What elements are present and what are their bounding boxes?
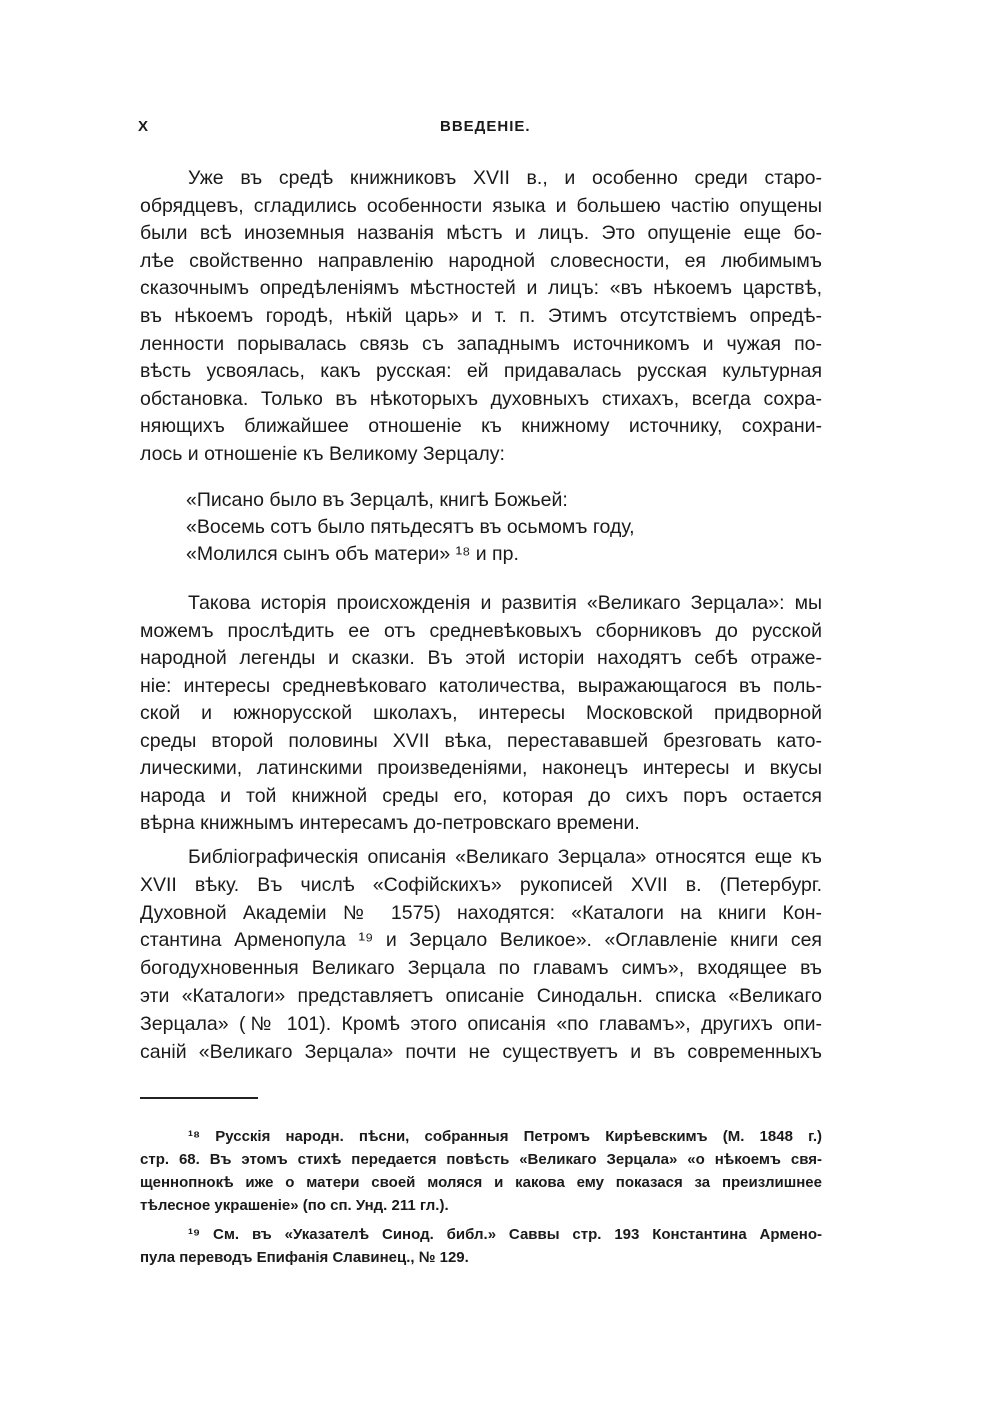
text-line: ской и южнорусской школахъ, интересы Московской придворной	[140, 702, 822, 724]
footnote-divider	[140, 1097, 258, 1099]
text-line: XVII вѣку. Въ числѣ «Софійскихъ» рукописей XVII в. (Петербург.	[140, 873, 822, 896]
footnote-line: ¹⁹ См. въ «Указателѣ Синод. библ.» Саввы стр. 193 Константина Армено-	[188, 1226, 822, 1243]
verse-line: «Писано было въ Зерцалѣ, книгѣ Божьей:	[186, 489, 568, 511]
text-line: народной легенды и сказки. Въ этой исторіи находятъ себѣ отраже-	[140, 647, 822, 669]
footnote-line: ¹⁸ Русскія народн. пѣсни, собранныя Петромъ Кирѣевскимъ (М. 1848 г.)	[188, 1128, 822, 1145]
text-line: Библіографическія описанія «Великаго Зерцала» относятся еще къ	[188, 846, 822, 868]
text-line: были всѣ иноземныя названія мѣстъ и лицъ. Это опущеніе еще бо-	[140, 222, 822, 245]
verse-line: «Молился сынъ объ матери» ¹⁸ и пр.	[186, 543, 519, 565]
text-line: стантина Арменопула ¹⁹ и Зерцало Великое». «Оглавленіе книги сея	[140, 929, 822, 952]
text-line: эти «Каталоги» представляетъ описаніе Синодальн. списка «Великаго	[140, 985, 822, 1007]
footnote-line: стр. 68. Въ этомъ стихѣ передается повѣсть «Великаго Зерцала» «о нѣкоемъ свя-	[140, 1151, 822, 1168]
text-line: богодухновенныя Великаго Зерцала по главамъ симъ», входящее въ	[140, 957, 822, 980]
text-line: въ нѣкоемъ городѣ, нѣкій царь» и т. п. Этимъ отсутствіемъ опредѣ-	[140, 305, 822, 327]
text-line: вѣрна книжнымъ интересамъ до-петровскаго времени.	[140, 812, 640, 834]
text-line: среды второй половины XVII вѣка, перестававшей брезговать като-	[140, 729, 822, 752]
text-line: Такова исторія происхожденія и развитія «Великаго Зерцала»: мы	[188, 592, 822, 614]
verse-line: «Восемь сотъ было пятьдесятъ въ осьмомъ году,	[186, 516, 635, 538]
text-line: обстановка. Только въ нѣкоторыхъ духовныхъ стихахъ, всегда сохра-	[140, 387, 822, 410]
footnote-line: щеннопнокѣ иже о матери своей моляся и какова ему показася за преизлишнее	[140, 1174, 822, 1191]
text-line: лѣе свойственно направленію народной словесности, ея любимымъ	[140, 249, 822, 272]
text-line: ніе: интересы средневѣковаго католичества, выражающагося въ поль-	[140, 674, 822, 697]
text-line: няющихъ ближайшее отношеніе къ книжному источнику, сохрани-	[140, 415, 822, 438]
text-line: Уже въ средѣ книжниковъ XVII в., и особенно среди старо-	[188, 167, 822, 189]
text-line: Зерцала» (№ 101). Кромѣ этого описанія «по главамъ», другихъ опи-	[140, 1012, 822, 1035]
text-line: ленности порывалась связь съ западнымъ источникомъ и чужая по-	[140, 332, 822, 355]
footnote-line: тѣлесное украшеніе» (по сп. Унд. 211 гл.).	[140, 1197, 449, 1214]
text-line: саній «Великаго Зерцала» почти не существуетъ и въ современныхъ	[140, 1040, 822, 1063]
text-line: Духовной Академіи № 1575) находятся: «Каталоги на книги Кон-	[140, 901, 822, 924]
text-line: вѣсть усвоялась, какъ русская: ей придавалась русская культурная	[140, 360, 822, 383]
running-title: ВВЕДЕНІЕ.	[440, 118, 531, 135]
text-line: обрядцевъ, сгладились особенности языка и большею частію опущены	[140, 194, 822, 217]
page-number: X	[138, 118, 150, 135]
text-line: можемъ прослѣдить ее отъ средневѣковыхъ сборниковъ до русской	[140, 619, 822, 642]
text-line: народа и той книжной среды его, которая до сихъ поръ остается	[140, 784, 822, 807]
text-line: лось и отношеніе къ Великому Зерцалу:	[140, 443, 505, 465]
text-line: сказочнымъ опредѣленіямъ мѣстностей и лицъ: «въ нѣкоемъ царствѣ,	[140, 277, 822, 300]
text-line: лическими, латинскими произведеніями, наконецъ интересы и вкусы	[140, 757, 822, 779]
footnote-line: пула переводъ Епифанія Славинец., № 129.	[140, 1249, 469, 1266]
